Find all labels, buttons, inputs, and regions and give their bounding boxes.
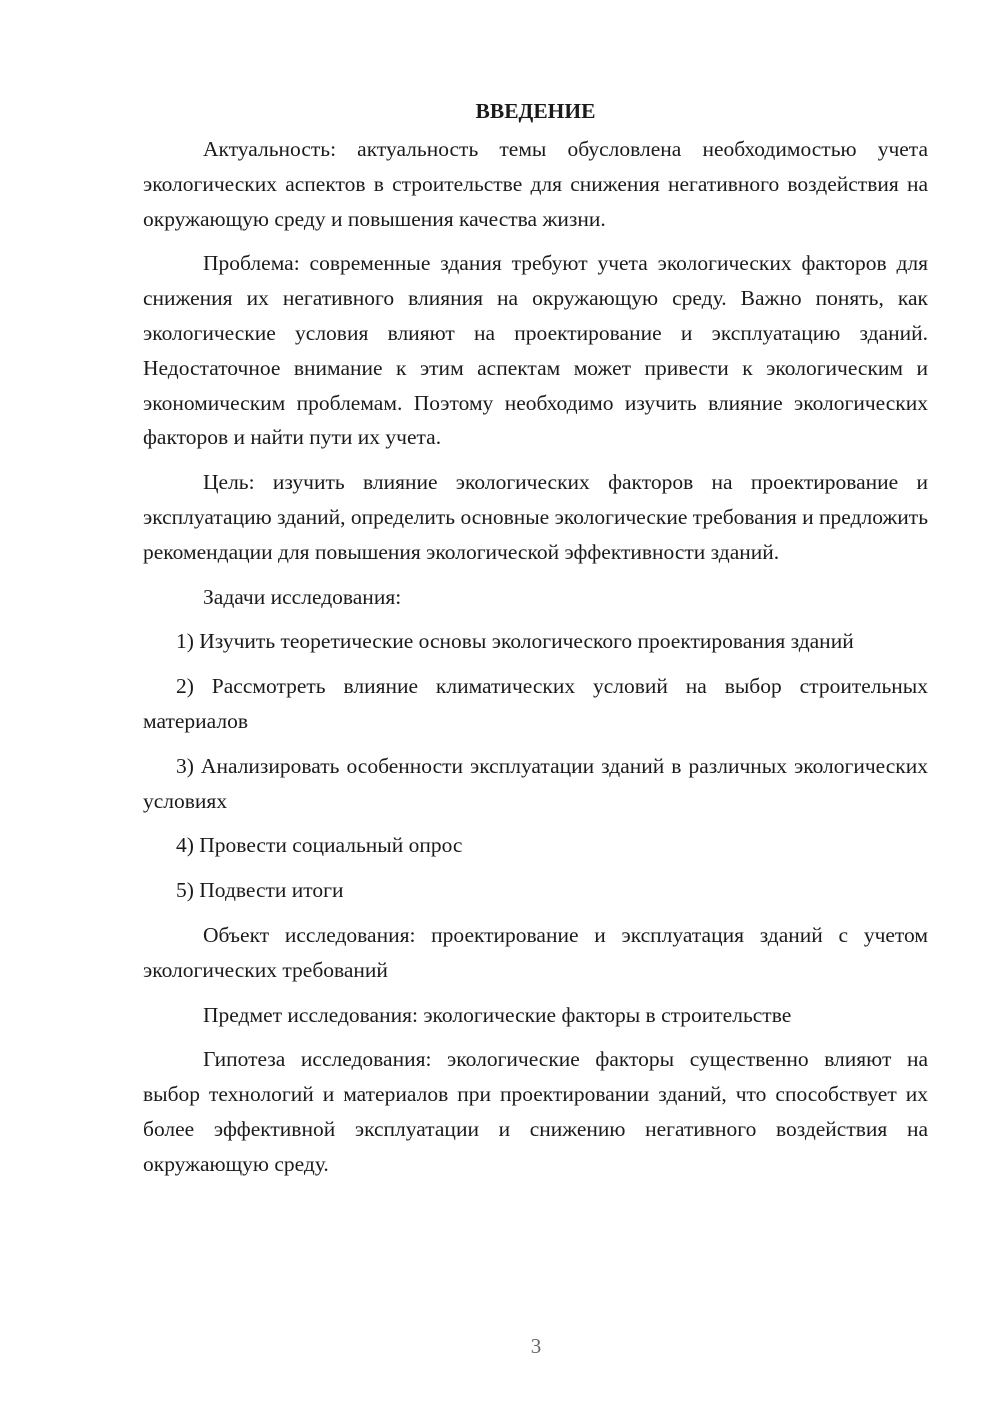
- problem-paragraph: Проблема: современные здания требуют учета экологических факторов для снижения их негативного влияния на окружающую среду. Важно понять, как экологические условия влияют на проектирование и эксплуатацию зданий. Недостаточное внимание к этим аспектам может привести к экологическим и экономическим проблемам. Поэтому необходимо изучить влияние экологических факторов и найти пути их учета.: [143, 251, 928, 450]
- task-item-4: 4) Провести социальный опрос: [176, 833, 463, 858]
- section-heading: ВВЕДЕНИЕ: [475, 99, 596, 123]
- task-item-2: 2) Рассмотреть влияние климатических условий на выбор строительных материалов: [143, 674, 928, 733]
- page-number: 3: [530, 1334, 542, 1358]
- document-page: [143, 96, 928, 1192]
- subject-paragraph: Предмет исследования: экологические факторы в строительстве: [203, 1002, 792, 1027]
- task-item-3: 3) Анализировать особенности эксплуатации зданий в различных экологических условиях: [143, 753, 928, 813]
- task-item-5: 5) Подвести итоги: [176, 878, 344, 903]
- tasks-title: Задачи исследования:: [203, 584, 402, 609]
- object-paragraph: Объект исследования: проектирование и эксплуатация зданий с учетом экологических требований: [143, 922, 928, 982]
- goal-paragraph: Цель: изучить влияние экологических факторов на проектирование и эксплуатацию зданий, определить основные экологические требования и предложить рекомендации для повышения экологической эффективности зданий.: [143, 470, 928, 564]
- hypothesis-paragraph: Гипотеза исследования: экологические факторы существенно влияют на выбор технологий и материалов при проектировании зданий, что способствует их более эффективной эксплуатации и снижению негативного воздействия на окружающую среду.: [143, 1047, 928, 1176]
- task-item-1: 1) Изучить теоретические основы экологического проектирования зданий: [176, 629, 854, 654]
- relevance-paragraph: Актуальность: актуальность темы обусловлена необходимостью учета экологических аспектов в строительстве для снижения негативного воздействия на окружающую среду и повышения качества жизни.: [143, 137, 928, 231]
